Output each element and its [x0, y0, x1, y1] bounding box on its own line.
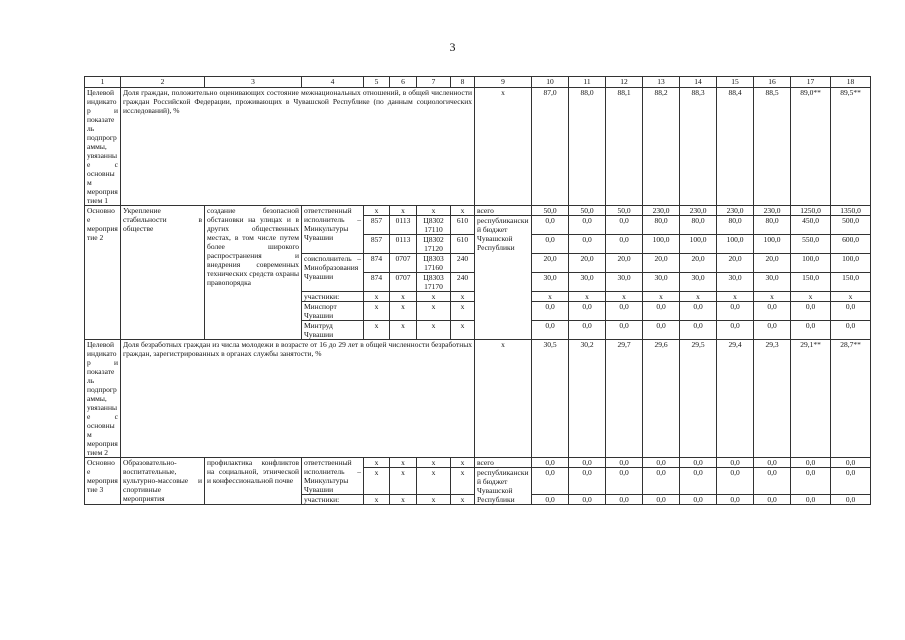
budget-code: 874 [364, 254, 390, 273]
budget-code: x [451, 468, 475, 495]
funding-value: 450,0 [791, 216, 831, 235]
funding-value: 0,0 [569, 468, 606, 495]
budget-code: x [364, 468, 390, 495]
funding-value: 0,0 [680, 321, 717, 340]
budget-code: Ц8302 17110 [417, 216, 451, 235]
column-number: 15 [717, 77, 754, 88]
funding-value: x [532, 292, 569, 302]
funding-value: 0,0 [717, 302, 754, 321]
funding-value: 0,0 [754, 495, 791, 505]
funding-value: 0,0 [754, 321, 791, 340]
funding-value: 0,0 [532, 302, 569, 321]
budget-code: x [417, 468, 451, 495]
program-table [84, 76, 871, 505]
funding-value: 0,0 [831, 495, 871, 505]
funding-value: 0,0 [532, 235, 569, 254]
funding-value: 0,0 [831, 302, 871, 321]
funding-value: 80,0 [717, 216, 754, 235]
budget-code: x [451, 292, 475, 302]
funding-value: 50,0 [532, 206, 569, 216]
indicator-source: x [475, 88, 532, 206]
indicator-source: x [475, 340, 532, 458]
column-number: 11 [569, 77, 606, 88]
table-row [85, 88, 871, 206]
column-number: 12 [606, 77, 643, 88]
funding-value: 0,0 [831, 458, 871, 468]
budget-code: x [417, 292, 451, 302]
column-number: 4 [302, 77, 364, 88]
funding-value: 0,0 [791, 302, 831, 321]
funding-value: 50,0 [569, 206, 606, 216]
funding-value: 30,0 [532, 273, 569, 292]
funding-source: республиканский бюджет Чувашской Республики [475, 216, 532, 340]
budget-code: 0113 [390, 235, 417, 254]
funding-value: x [791, 292, 831, 302]
table-row [85, 458, 871, 468]
budget-code: 610 [451, 235, 475, 254]
funding-value: 50,0 [606, 206, 643, 216]
indicator-value: 88,4 [717, 88, 754, 206]
budget-code: x [417, 206, 451, 216]
budget-code: Ц8303 17170 [417, 273, 451, 292]
funding-value: x [680, 292, 717, 302]
funding-value: 0,0 [532, 458, 569, 468]
indicator-value: 29,7 [606, 340, 643, 458]
funding-value: 30,0 [643, 273, 680, 292]
budget-code: 0707 [390, 254, 417, 273]
funding-value: 0,0 [754, 458, 791, 468]
budget-code: x [390, 206, 417, 216]
budget-code: x [390, 321, 417, 340]
indicator-label: Целевой индикатор и показатель подпрограммы, увязанные с основным мероприятием 2 [85, 340, 121, 458]
budget-code: x [451, 321, 475, 340]
funding-value: 100,0 [791, 254, 831, 273]
funding-value: 0,0 [569, 321, 606, 340]
funding-value: 0,0 [643, 495, 680, 505]
funding-value: 0,0 [717, 458, 754, 468]
funding-value: 230,0 [680, 206, 717, 216]
column-number: 7 [417, 77, 451, 88]
funding-value: 0,0 [643, 468, 680, 495]
budget-code: 0113 [390, 216, 417, 235]
funding-value: 150,0 [831, 273, 871, 292]
funding-value: 1250,0 [791, 206, 831, 216]
column-number: 14 [680, 77, 717, 88]
funding-value: 0,0 [643, 321, 680, 340]
funding-value: 0,0 [643, 302, 680, 321]
indicator-value: 88,3 [680, 88, 717, 206]
funding-source: всего [475, 458, 532, 468]
funding-value: 0,0 [680, 468, 717, 495]
column-number: 10 [532, 77, 569, 88]
funding-value: 30,0 [680, 273, 717, 292]
funding-value: 0,0 [606, 468, 643, 495]
budget-code: x [390, 458, 417, 468]
column-number: 18 [831, 77, 871, 88]
funding-source: всего [475, 206, 532, 216]
funding-value: 0,0 [831, 468, 871, 495]
funding-value: 1350,0 [831, 206, 871, 216]
indicator-value: 29,3 [754, 340, 791, 458]
funding-value: 150,0 [791, 273, 831, 292]
funding-value: 0,0 [717, 321, 754, 340]
funding-value: 230,0 [643, 206, 680, 216]
indicator-value: 89,0** [791, 88, 831, 206]
funding-value: 20,0 [532, 254, 569, 273]
funding-value: 0,0 [791, 495, 831, 505]
funding-value: 0,0 [754, 468, 791, 495]
budget-code: 240 [451, 254, 475, 273]
budget-code: x [451, 302, 475, 321]
column-number: 3 [205, 77, 302, 88]
budget-code: x [417, 321, 451, 340]
indicator-value: 29,4 [717, 340, 754, 458]
responsible-executor: ответственный исполнитель – Минкультуры Чувашии [302, 458, 364, 495]
budget-code: x [364, 206, 390, 216]
funding-value: 0,0 [606, 216, 643, 235]
funding-value: 0,0 [606, 235, 643, 254]
indicator-value: 88,2 [643, 88, 680, 206]
budget-code: 857 [364, 235, 390, 254]
budget-code: x [364, 292, 390, 302]
funding-value: 0,0 [606, 495, 643, 505]
budget-code: x [417, 302, 451, 321]
indicator-value: 87,0 [532, 88, 569, 206]
budget-code: x [364, 302, 390, 321]
budget-code: x [390, 468, 417, 495]
budget-code: 874 [364, 273, 390, 292]
funding-value: 20,0 [606, 254, 643, 273]
page-number: 3 [449, 40, 456, 54]
responsible-executor: участники: [302, 495, 364, 505]
budget-code: x [364, 458, 390, 468]
funding-value: 0,0 [680, 302, 717, 321]
funding-value: 80,0 [680, 216, 717, 235]
indicator-value: 88,1 [606, 88, 643, 206]
funding-value: 20,0 [643, 254, 680, 273]
budget-code: x [451, 495, 475, 505]
column-number: 2 [121, 77, 205, 88]
funding-value: 0,0 [791, 458, 831, 468]
responsible-executor: ответственный исполнитель – Минкультуры Чувашии [302, 206, 364, 254]
funding-value: 80,0 [754, 216, 791, 235]
funding-value: 0,0 [569, 302, 606, 321]
indicator-value: 29,1** [791, 340, 831, 458]
funding-value: 230,0 [754, 206, 791, 216]
indicator-value: 28,7** [831, 340, 871, 458]
funding-value: 0,0 [606, 302, 643, 321]
funding-value: 30,0 [606, 273, 643, 292]
indicator-value: 88,0 [569, 88, 606, 206]
funding-value: 550,0 [791, 235, 831, 254]
budget-code: x [390, 495, 417, 505]
funding-value: 20,0 [569, 254, 606, 273]
funding-value: 100,0 [717, 235, 754, 254]
indicator-label: Целевой индикатор и показатель подпрограммы, увязанные с основным мероприятием 1 [85, 88, 121, 206]
funding-value: 0,0 [532, 216, 569, 235]
responsible-executor: Минспорт Чувашии [302, 302, 364, 321]
budget-code: x [417, 458, 451, 468]
funding-value: x [643, 292, 680, 302]
event-description: создание безопасной обстановки на улицах и в других общественных местах, в том числе путем более широкого распространения и внедрения современных технических средств охраны правопорядка [205, 206, 302, 340]
table-row [85, 340, 871, 458]
funding-value: 0,0 [569, 495, 606, 505]
column-number: 5 [364, 77, 390, 88]
funding-value: 30,0 [569, 273, 606, 292]
budget-code: x [451, 458, 475, 468]
budget-code: x [417, 495, 451, 505]
funding-value: 80,0 [643, 216, 680, 235]
budget-code: x [390, 302, 417, 321]
column-number: 6 [390, 77, 417, 88]
funding-value: 600,0 [831, 235, 871, 254]
funding-value: 0,0 [569, 216, 606, 235]
funding-value: 0,0 [643, 458, 680, 468]
funding-value: 30,0 [717, 273, 754, 292]
responsible-executor: соисполнитель – Минобразования Чувашии [302, 254, 364, 292]
funding-value: 0,0 [606, 458, 643, 468]
column-number: 16 [754, 77, 791, 88]
indicator-value: 88,5 [754, 88, 791, 206]
indicator-value: 30,5 [532, 340, 569, 458]
budget-code: Ц8302 17120 [417, 235, 451, 254]
funding-value: 0,0 [569, 235, 606, 254]
funding-value: 0,0 [569, 458, 606, 468]
budget-code: 240 [451, 273, 475, 292]
funding-value: 0,0 [831, 321, 871, 340]
funding-value: 100,0 [831, 254, 871, 273]
indicator-value: 29,6 [643, 340, 680, 458]
funding-value: 20,0 [680, 254, 717, 273]
column-number: 8 [451, 77, 475, 88]
funding-value: 0,0 [532, 321, 569, 340]
funding-value: 500,0 [831, 216, 871, 235]
budget-code: Ц8303 17160 [417, 254, 451, 273]
funding-value: 20,0 [754, 254, 791, 273]
funding-value: x [569, 292, 606, 302]
funding-value: 30,0 [754, 273, 791, 292]
budget-code: x [364, 321, 390, 340]
funding-source: республиканский бюджет Чувашской Республики [475, 468, 532, 505]
funding-value: 0,0 [606, 321, 643, 340]
funding-value: 100,0 [680, 235, 717, 254]
funding-value: 0,0 [717, 468, 754, 495]
responsible-executor: участники: [302, 292, 364, 302]
funding-value: 0,0 [532, 468, 569, 495]
indicator-value: 29,5 [680, 340, 717, 458]
funding-value: 100,0 [754, 235, 791, 254]
funding-value: 0,0 [791, 321, 831, 340]
funding-value: x [606, 292, 643, 302]
indicator-text: Доля безработных граждан из числа молодежи в возрасте от 16 до 29 лет в общей численности безработных граждан, зарегистрированных в органах службы занятости, % [121, 340, 475, 458]
funding-value: 0,0 [754, 302, 791, 321]
indicator-value: 30,2 [569, 340, 606, 458]
funding-value: 100,0 [643, 235, 680, 254]
table-row [85, 206, 871, 216]
funding-value: 0,0 [717, 495, 754, 505]
budget-code: x [390, 292, 417, 302]
budget-code: 0707 [390, 273, 417, 292]
event-name: Укрепление стабильности в обществе [121, 206, 205, 340]
budget-code: 610 [451, 216, 475, 235]
table-row [85, 77, 871, 88]
funding-value: 0,0 [680, 495, 717, 505]
funding-value: 20,0 [717, 254, 754, 273]
funding-value: 0,0 [532, 495, 569, 505]
funding-value: 0,0 [680, 458, 717, 468]
column-number: 17 [791, 77, 831, 88]
event-label: Основное мероприятие 2 [85, 206, 121, 340]
budget-code: x [451, 206, 475, 216]
budget-code: x [364, 495, 390, 505]
funding-value: 0,0 [791, 468, 831, 495]
event-name: Образовательно-воспитательные, культурно-массовые и спортивные мероприятия [121, 458, 205, 505]
event-label: Основное мероприятие 3 [85, 458, 121, 505]
funding-value: x [831, 292, 871, 302]
event-description: профилактика конфликтов на социальной, этнической и конфессиональной почве [205, 458, 302, 505]
funding-value: x [754, 292, 791, 302]
column-number: 9 [475, 77, 532, 88]
column-number: 13 [643, 77, 680, 88]
column-number: 1 [85, 77, 121, 88]
indicator-value: 89,5** [831, 88, 871, 206]
responsible-executor: Минтруд Чувашии [302, 321, 364, 340]
funding-value: x [717, 292, 754, 302]
indicator-text: Доля граждан, положительно оценивающих состояние межнациональных отношений, в общей численности граждан Российской Федерации, проживающих в Чувашской Республике (по данным социологических исследований), % [121, 88, 475, 206]
funding-value: 230,0 [717, 206, 754, 216]
budget-code: 857 [364, 216, 390, 235]
